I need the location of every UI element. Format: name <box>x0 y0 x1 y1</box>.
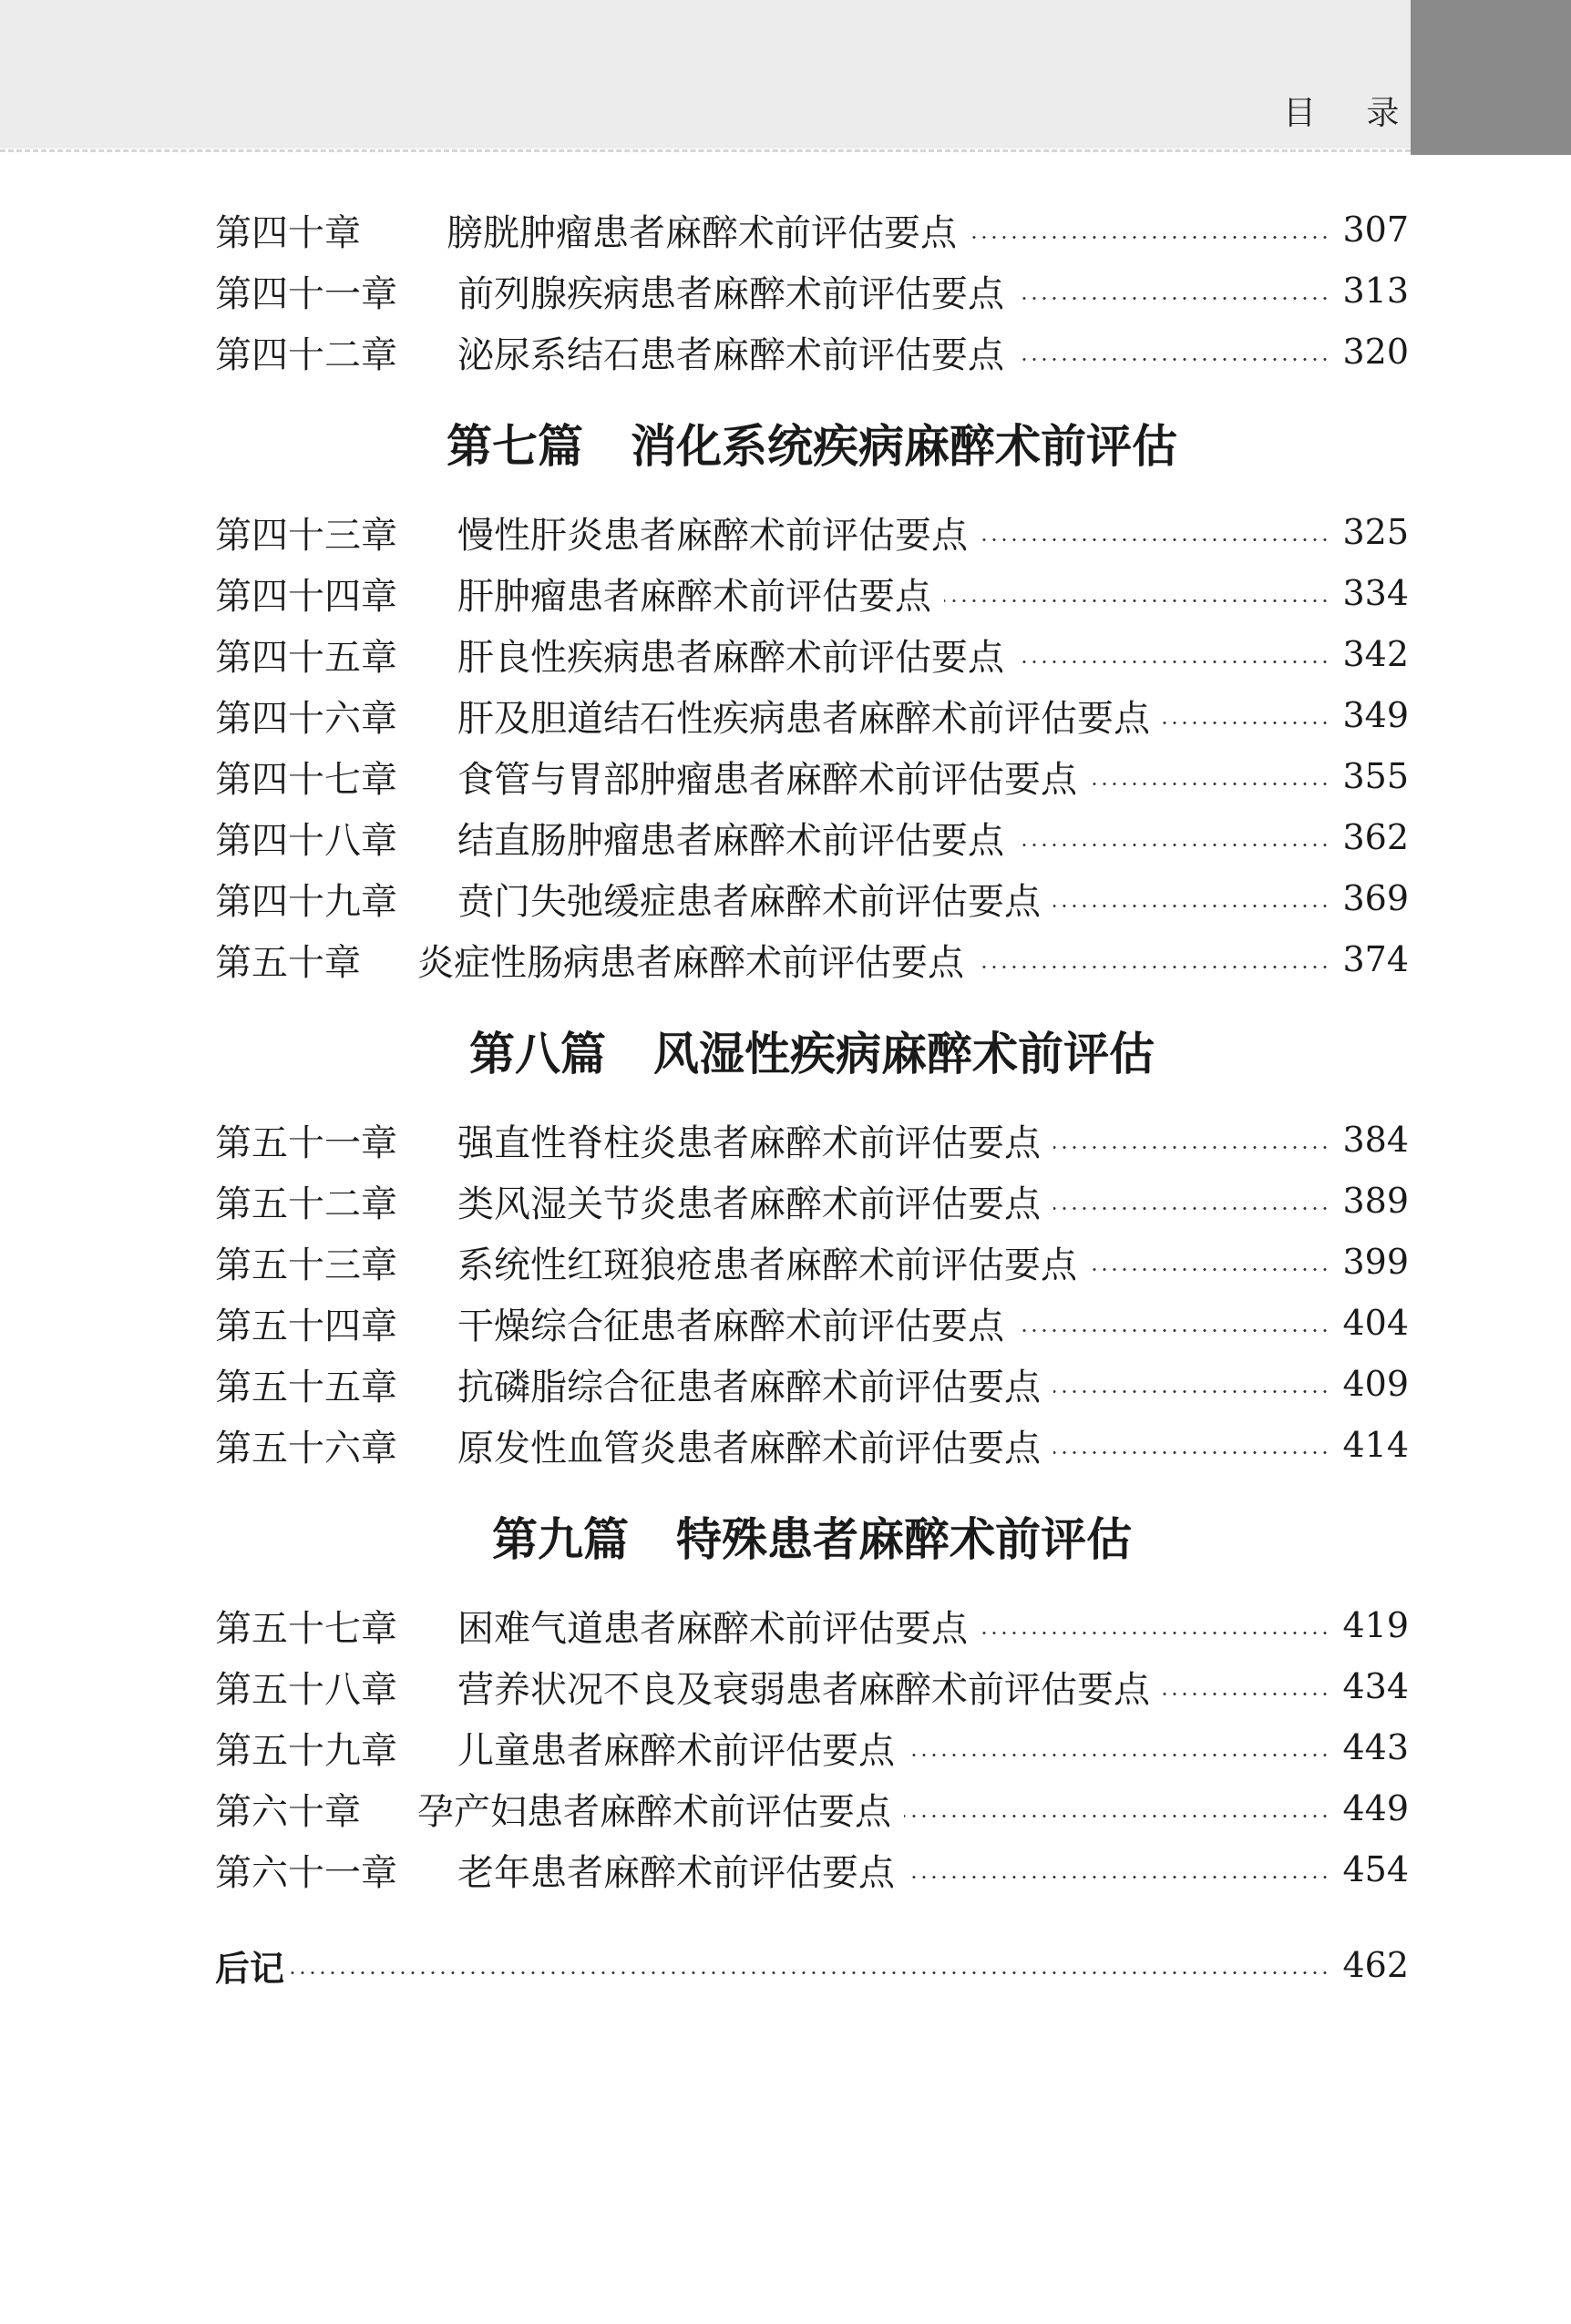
chapter-number: 第四十三章 <box>215 514 397 557</box>
dot-leader <box>1090 1268 1330 1271</box>
page-number: 462 <box>1342 1945 1409 1985</box>
part-number: 第七篇 <box>447 420 583 473</box>
toc-entry[interactable] <box>215 932 1409 987</box>
chapter-title: 困难气道患者麻醉术前评估要点 <box>457 1607 968 1650</box>
page-number: 342 <box>1342 634 1409 674</box>
page-number: 307 <box>1342 210 1409 250</box>
chapter-number: 第六十一章 <box>215 1851 397 1894</box>
toc-entry[interactable] <box>215 1842 1409 1897</box>
part-heading <box>215 1508 1409 1572</box>
chapter-title: 前列腺疾病患者麻醉术前评估要点 <box>457 272 1004 315</box>
running-header-title: 目 录 <box>1283 95 1420 132</box>
chapter-number: 第四十七章 <box>215 758 397 801</box>
page-number: 384 <box>1342 1120 1409 1160</box>
chapter-number: 第五十一章 <box>215 1121 397 1164</box>
chapter-title: 膀胱肿瘤患者麻醉术前评估要点 <box>447 211 957 254</box>
chapter-title: 肝良性疾病患者麻醉术前评估要点 <box>457 636 1004 679</box>
toc-entry[interactable] <box>215 1112 1409 1167</box>
chapter-title: 系统性红斑狼疮患者麻醉术前评估要点 <box>457 1244 1077 1286</box>
chapter-number: 第五十三章 <box>215 1244 397 1286</box>
toc-entry-afterword[interactable] <box>215 1938 1409 1992</box>
dot-leader <box>1053 1207 1330 1210</box>
chapter-number: 第四十六章 <box>215 697 397 740</box>
part-heading <box>215 415 1409 478</box>
chapter-number: 第四十五章 <box>215 636 397 679</box>
toc-entry[interactable] <box>215 202 1409 257</box>
dot-leader <box>1053 905 1330 907</box>
part-number: 第八篇 <box>469 1028 606 1080</box>
dot-leader <box>1017 844 1330 846</box>
dot-leader <box>981 1632 1330 1634</box>
toc-entry[interactable] <box>215 1720 1409 1775</box>
chapter-number: 第四十一章 <box>215 272 397 315</box>
page-number: 449 <box>1342 1788 1409 1828</box>
chapter-number: 第四十章 <box>215 211 361 254</box>
chapter-number: 第四十八章 <box>215 819 397 862</box>
chapter-title: 干燥综合征患者麻醉术前评估要点 <box>457 1305 1004 1347</box>
toc-entry[interactable] <box>215 1295 1409 1350</box>
dot-leader <box>1163 722 1330 724</box>
chapter-number: 第四十四章 <box>215 575 397 618</box>
toc-entry[interactable] <box>215 810 1409 865</box>
chapter-number: 第四十九章 <box>215 880 397 923</box>
chapter-title: 炎症性肠病患者麻醉术前评估要点 <box>417 941 964 984</box>
toc-entry[interactable] <box>215 1659 1409 1714</box>
page-number: 349 <box>1342 695 1409 735</box>
dot-leader <box>1090 783 1330 785</box>
page-number: 434 <box>1342 1666 1409 1706</box>
chapter-number: 第五十四章 <box>215 1305 397 1347</box>
dot-leader <box>1017 358 1330 361</box>
toc-entry[interactable] <box>215 688 1409 742</box>
dot-leader <box>908 1754 1330 1756</box>
toc-entry[interactable] <box>215 1234 1409 1289</box>
dot-leader <box>944 599 1330 602</box>
page-number: 374 <box>1342 939 1409 979</box>
part-heading <box>215 1022 1409 1086</box>
page-number: 325 <box>1342 512 1409 552</box>
page-number: 443 <box>1342 1727 1409 1767</box>
part-title: 特殊患者麻醉术前评估 <box>676 1513 1132 1566</box>
afterword-title: 后记 <box>215 1948 285 1989</box>
chapter-title: 泌尿系结石患者麻醉术前评估要点 <box>457 333 1004 376</box>
toc-entry[interactable] <box>215 749 1409 804</box>
chapter-number: 第五十六章 <box>215 1427 397 1469</box>
chapter-title: 贲门失弛缓症患者麻醉术前评估要点 <box>457 880 1041 923</box>
dot-leader <box>1017 660 1330 663</box>
chapter-number: 第五十八章 <box>215 1668 397 1711</box>
toc-entry[interactable] <box>215 505 1409 559</box>
toc-entry[interactable] <box>215 627 1409 681</box>
page-number: 389 <box>1342 1181 1409 1221</box>
dot-leader <box>1053 1390 1330 1393</box>
chapter-title: 抗磷脂综合征患者麻醉术前评估要点 <box>457 1366 1041 1408</box>
page-number: 334 <box>1342 573 1409 613</box>
chapter-title: 肝肿瘤患者麻醉术前评估要点 <box>457 575 931 618</box>
chapter-number: 第五十五章 <box>215 1366 397 1408</box>
toc-entry[interactable] <box>215 1357 1409 1411</box>
toc-entry[interactable] <box>215 1418 1409 1472</box>
chapter-number: 第五十七章 <box>215 1607 397 1650</box>
chapter-title: 肝及胆道结石性疾病患者麻醉术前评估要点 <box>457 697 1150 740</box>
dot-leader <box>1053 1451 1330 1454</box>
page-number: 414 <box>1342 1425 1409 1465</box>
chapter-title: 营养状况不良及衰弱患者麻醉术前评估要点 <box>457 1668 1150 1711</box>
chapter-title: 结直肠肿瘤患者麻醉术前评估要点 <box>457 819 1004 862</box>
page-number: 409 <box>1342 1364 1409 1404</box>
dot-leader <box>1017 1329 1330 1332</box>
toc-entry[interactable] <box>215 1173 1409 1228</box>
toc-entry[interactable] <box>215 324 1409 379</box>
page-number: 313 <box>1342 271 1409 311</box>
part-title: 消化系统疾病麻醉术前评估 <box>631 420 1177 473</box>
dot-leader <box>1017 297 1330 300</box>
page-number: 404 <box>1342 1303 1409 1343</box>
part-number: 第九篇 <box>492 1513 629 1566</box>
dot-leader <box>977 966 1330 968</box>
dot-leader <box>904 1815 1330 1817</box>
toc-entry[interactable] <box>215 566 1409 620</box>
dot-leader <box>981 538 1330 541</box>
chapter-number: 第五十九章 <box>215 1729 397 1772</box>
page-number: 399 <box>1342 1242 1409 1282</box>
dot-leader <box>970 236 1330 239</box>
toc-entry[interactable] <box>215 1598 1409 1653</box>
dot-leader <box>1053 1146 1330 1149</box>
chapter-number: 第四十二章 <box>215 333 397 376</box>
chapter-number: 第六十章 <box>215 1790 361 1833</box>
page-number: 320 <box>1342 332 1409 372</box>
chapter-title: 儿童患者麻醉术前评估要点 <box>457 1729 895 1772</box>
chapter-title: 老年患者麻醉术前评估要点 <box>457 1851 895 1894</box>
chapter-number: 第五十二章 <box>215 1182 397 1225</box>
toc-entry[interactable] <box>215 871 1409 926</box>
chapter-title: 类风湿关节炎患者麻醉术前评估要点 <box>457 1182 1041 1225</box>
toc-entry[interactable] <box>215 263 1409 318</box>
page-number: 355 <box>1342 756 1409 796</box>
chapter-title: 原发性血管炎患者麻醉术前评估要点 <box>457 1427 1041 1469</box>
part-title: 风湿性疾病麻醉术前评估 <box>653 1028 1155 1080</box>
page-number: 454 <box>1342 1849 1409 1889</box>
page-number: 369 <box>1342 878 1409 918</box>
dot-leader <box>288 1971 1330 1974</box>
dot-leader <box>1163 1693 1330 1695</box>
page-number: 362 <box>1342 817 1409 857</box>
toc-entry[interactable] <box>215 1781 1409 1836</box>
chapter-title: 强直性脊柱炎患者麻醉术前评估要点 <box>457 1121 1041 1164</box>
chapter-title: 慢性肝炎患者麻醉术前评估要点 <box>457 514 968 557</box>
page-number: 419 <box>1342 1605 1409 1645</box>
chapter-number: 第五十章 <box>215 941 361 984</box>
chapter-title: 食管与胃部肿瘤患者麻醉术前评估要点 <box>457 758 1077 801</box>
chapter-title: 孕产妇患者麻醉术前评估要点 <box>417 1790 891 1833</box>
dot-leader <box>908 1876 1330 1879</box>
